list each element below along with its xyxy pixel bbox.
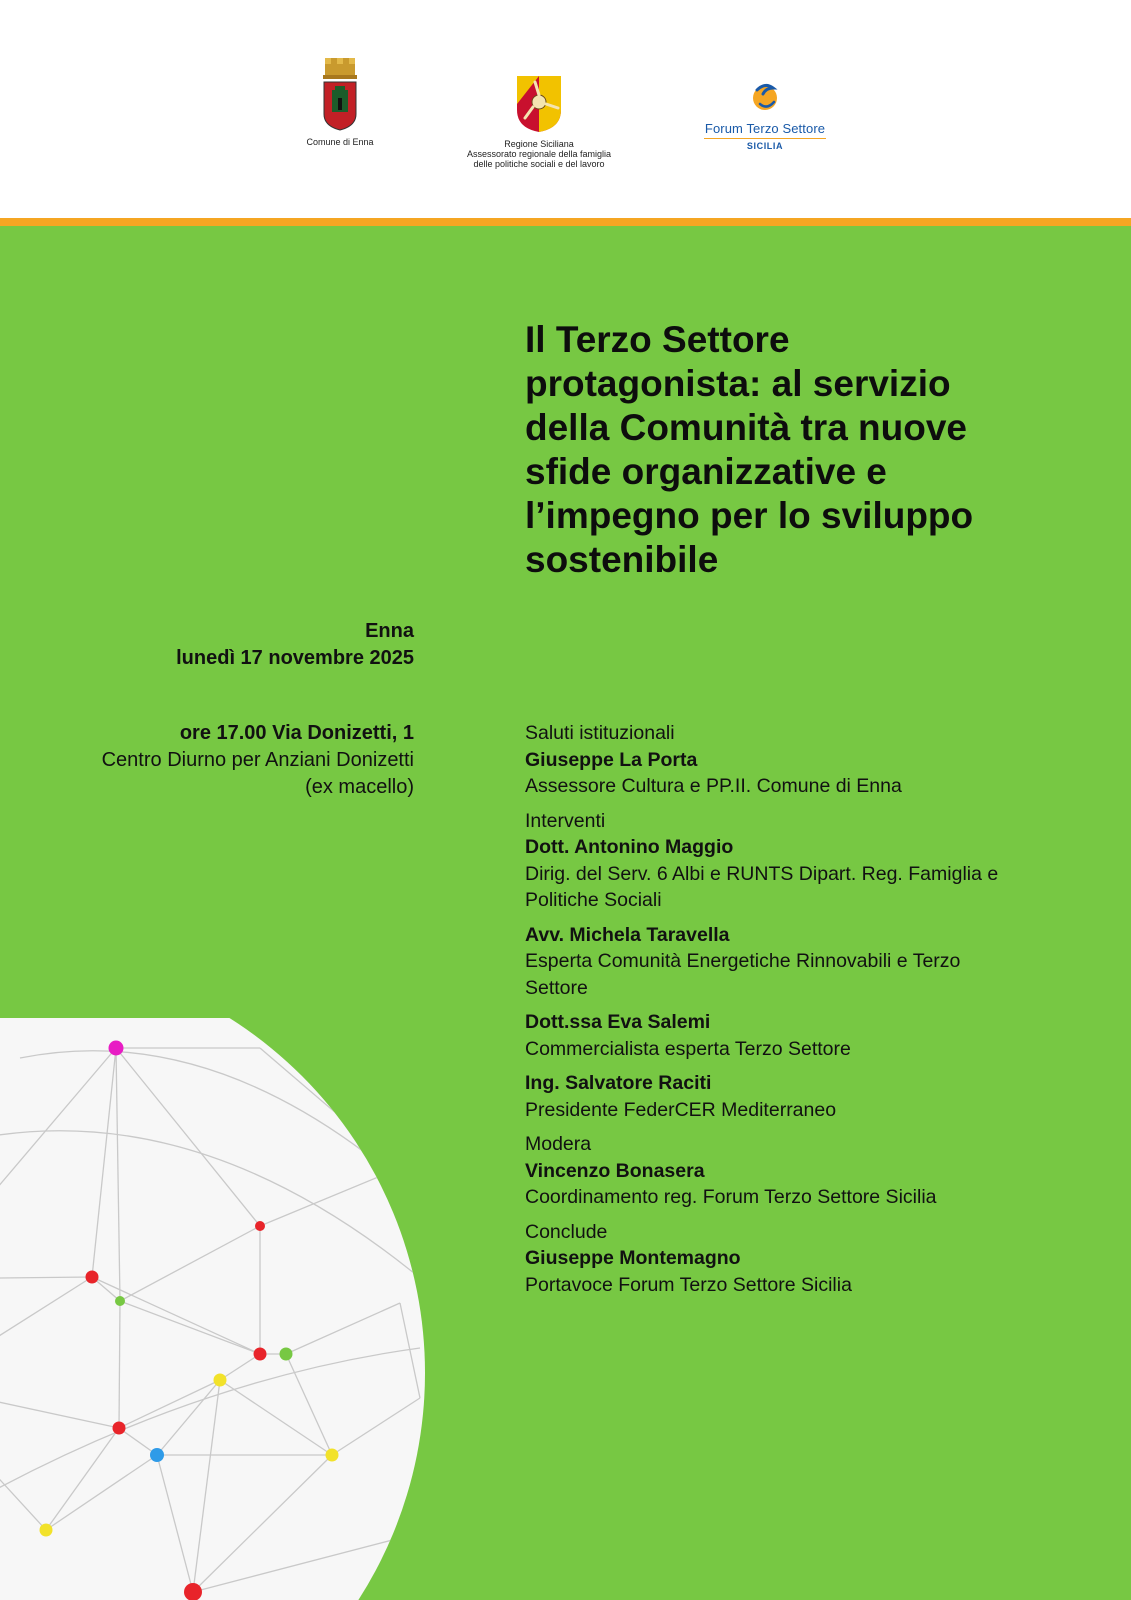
speaker-role: Commercialista esperta Terzo Settore: [525, 1037, 851, 1060]
sicily-caption-line-2: Assessorato regionale della famiglia: [466, 149, 612, 159]
event-venue-note: (ex macello): [305, 776, 414, 798]
speaker-role: Esperta Comunità Energetiche Rinnovabili e Terzo: [525, 950, 961, 972]
title-line-1: Il Terzo Settore: [525, 319, 790, 360]
speaker-role: Assessore Cultura e PP.II. Comune di Enna: [525, 775, 902, 797]
title-line-6: sostenibile: [525, 539, 719, 580]
network-globe-illustration: [0, 1018, 430, 1600]
speaker-role: Coordinamento reg. Forum Terzo Settore Sicilia: [525, 1186, 937, 1208]
event-program: [525, 720, 1085, 1306]
speaker-name: Dott.ssa Eva Salemi: [525, 1011, 711, 1033]
program-section-label: Conclude: [525, 1220, 608, 1243]
speaker-name: Vincenzo Bonasera: [525, 1159, 705, 1182]
program-item-modera: [525, 1131, 1085, 1211]
speaker-name: Ing. Salvatore Raciti: [525, 1072, 712, 1094]
speaker-role: Portavoce Forum Terzo Settore Sicilia: [525, 1273, 852, 1296]
title-line-4: sfide organizzative e: [525, 451, 887, 492]
event-date: lunedì 17 novembre 2025: [176, 647, 414, 669]
forum-divider: [704, 138, 826, 139]
program-section-label: Interventi: [525, 809, 606, 832]
event-title: [525, 318, 1045, 582]
forum-subtitle: SICILIA: [746, 141, 784, 151]
program-section-label: Saluti istituzionali: [525, 722, 675, 744]
program-item-saluti: [525, 720, 1085, 800]
program-section-label: Modera: [525, 1133, 592, 1155]
speaker-name: Dott. Antonino Maggio: [525, 836, 734, 858]
title-line-2: protagonista: al servizio: [525, 363, 951, 404]
title-line-3: della Comunità tra nuove: [525, 407, 968, 448]
enna-coat-of-arms-icon: [320, 58, 360, 132]
speaker-role: Settore: [525, 976, 588, 999]
globe-disc: [0, 1018, 425, 1600]
program-item-taravella: [525, 922, 1085, 1002]
sicily-caption-line-3: delle politiche sociali e del lavoro: [473, 159, 605, 169]
speaker-name: Avv. Michela Taravella: [525, 923, 730, 946]
speaker-role: Dirig. del Serv. 6 Albi e RUNTS Dipart. Reg. Famiglia e: [525, 862, 999, 885]
speaker-role: Presidente FederCER Mediterraneo: [525, 1098, 837, 1121]
speaker-name: Giuseppe La Porta: [525, 748, 698, 771]
speaker-name: Giuseppe Montemagno: [525, 1247, 741, 1269]
program-item-conclude: [525, 1219, 1085, 1299]
logo-forum-terzo-settore: [690, 80, 840, 151]
event-venue: [102, 720, 414, 801]
sicily-caption-line-1: Regione Siciliana: [504, 139, 574, 149]
event-place-date: [176, 618, 414, 672]
event-time-address: ore 17.00 Via Donizetti, 1: [179, 722, 414, 744]
enna-caption: Comune di Enna: [306, 137, 374, 147]
event-city: Enna: [365, 620, 414, 642]
program-item-maggio: [525, 808, 1085, 914]
trinacria-shield-icon: [515, 74, 563, 134]
event-venue-name: Centro Diurno per Anziani Donizetti: [101, 749, 414, 771]
orange-stripe: [0, 218, 1131, 226]
forum-name: Forum Terzo Settore: [704, 121, 826, 136]
speaker-role: Politiche Sociali: [525, 889, 662, 911]
logo-comune-enna: [285, 58, 395, 147]
program-item-raciti: [525, 1070, 1085, 1123]
logo-regione-siciliana: [455, 74, 623, 169]
forum-swirl-icon: [748, 80, 782, 114]
title-line-5: l’impegno per lo sviluppo: [525, 495, 974, 536]
program-item-salemi: [525, 1009, 1085, 1062]
